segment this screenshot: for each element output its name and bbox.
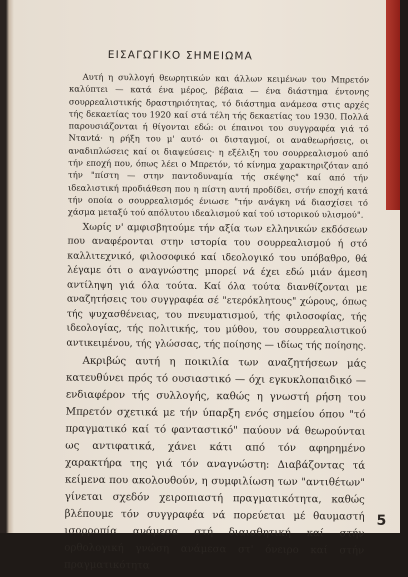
paragraph-2: Χωρίς ν' αμφισβητούμε τήν αξία των ελληνικών εκδόσεων που αναφέρονται στην ιστορία του σουρρεαλισμού ή στό καλλιτεχνικό, φιλοσοφικό καί ιδεολογικό του υπόβαθρο, θά λέγαμε ότι ο αναγνώστης μπορεί νά έχει εδώ μιάν άμεση αντίληψη γιά όλα τούτα. Καί όλα τούτα διανθίζονται με αναζητήσεις του συγγραφέα σέ "ετερόκλητους" χώρους, όπως τής ψυχασθένειας, του πνευματισμού, τής φιλοσοφίας, τής ιδεολογίας, τής πολιτικής, του μύθου, του σουρρεαλιστικού αντικειμένου, τής γλώσσας, τής ποίησης — ιδίως τής ποίησης.	[66, 221, 368, 352]
book-page	[10, 0, 408, 572]
page-number: 5	[376, 512, 387, 529]
section-heading: ΕΙΣΑΓΩΓΙΚΟ ΣΗΜΕΙΩΜΑ	[107, 48, 254, 63]
body-text	[64, 71, 369, 577]
paragraph-1: Αυτή η συλλογή θεωρητικών και άλλων κειμένων του Μπρετόν καλύπτει — κατά ένα μέρος, βέβαια — ένα διάστημα έντονης σουρρεαλιστικής δραστηριότητας, τό διάστημα ανάμεσα στις αρχές τής δεκαετίας του 1920 καί στά τέλη τής δεκαετίας του 1930. Πολλά παρουσιάζονται ή θίγονται εδώ: οι έπαινοι του συγγραφέα γιά τό Ντανtά· η ρήξη του μ' αυτό· οι δισταγμοί, οι αναθεωρήσεις, οι αναδιπλώσεις καί οι διαψεύσεις· η εξέλιξη του σουρρεαλισμού από τήν εποχή που, όπως λέει ο Μπρετόν, τό κίνημα χαρακτηριζόταν από τήν "πίστη — στην παντοδυναμία τής σκέψης" καί από τήν ιδεαλιστική προδιάθεση που η πίστη αυτή προδίδει, στήν εποχή κατά τήν οποία ο σουρρεαλισμός ένιωσε "τήν ανάγκη νά διασχίσει τό χάσμα μεταξύ τού απόλυτου ιδεαλισμού καί τού ιστορικού υλισμού".	[67, 71, 370, 220]
paragraph-3: Ακριβώς αυτή η ποικιλία των αναζητήσεων μάς κατευθύνει πρός τό ουσιαστικό — όχι εγκυκλοπαιδικό — ενδιαφέρον τής συλλογής, καθώς η γνωστή ρήση του Μπρετόν σχετικά με τήν ύπαρξη ενός σημείου όπου "τό πραγματικό καί τό φανταστικό" παύουν νά θεωρούνται ως αντιφατικά, χάνει κάτι από τόν αφηρημένο χαρακτήρα της γιά τόν αναγνώστη: Διαβάζοντας τά κείμενα που ακολουθούν, η συμφιλίωση των "αντιθέτων" γίνεται σχεδόν χειροπιαστή πραγματικότητα, καθώς βλέπουμε τόν συγγραφέα νά πορεύεται μέ θαυμαστή ισορροπία ανάμεσα στή διαισθητική καί στήν ορθολογική γνώση ανάμεσα στ' όνειρο καί στήν πραγματικότητα	[64, 355, 367, 572]
